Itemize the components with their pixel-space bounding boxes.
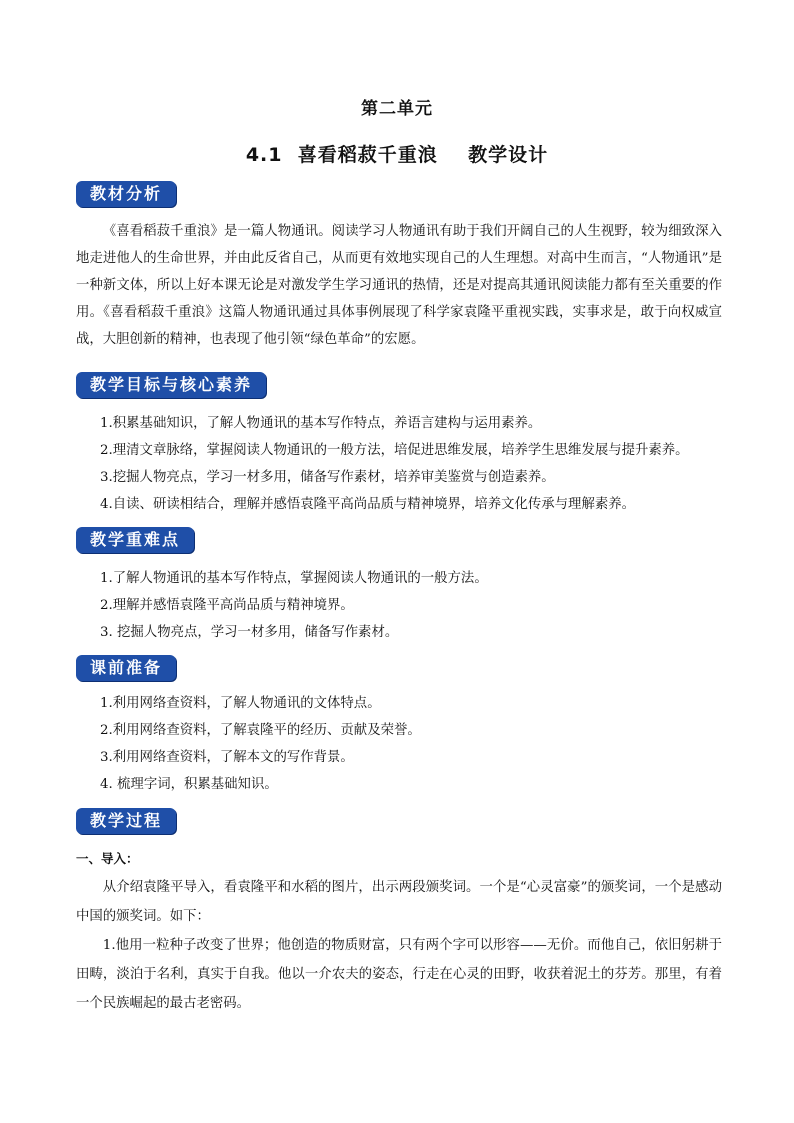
list-item: 3. 挖掘人物亮点，学习一材多用，储备写作素材。	[100, 625, 399, 640]
document-title: 4.1 喜看稻菽千重浪 教学设计	[245, 144, 549, 166]
intro-paragraph: 从介绍袁隆平导入，看袁隆平和水稻的图片，出示两段颁奖词。一个是“心灵富豪”的颁奖词，一个是感动中国的颁奖词。如下：	[76, 880, 722, 924]
goals-list	[100, 410, 730, 518]
step-heading-intro: 一、导入：	[76, 851, 139, 866]
list-item: 3.利用网络查资料，了解本文的写作背景。	[100, 750, 354, 765]
award-quote-1: 1.他用一粒种子改变了世界；他创造的物质财富，只有两个字可以形容——无价。而他自己，依旧躬耕于田畴，淡泊于名利，真实于自我。他以一介农夫的姿态，行走在心灵的田野，收获着泥土的芬芳。那里，有着一个民族崛起的最古老密码。	[76, 938, 722, 1011]
section-label-prep: 课前准备	[76, 655, 176, 681]
list-item: 4. 梳理字词，积累基础知识。	[100, 777, 278, 792]
keypoints-list	[100, 565, 730, 646]
list-item: 1.了解人物通讯的基本写作特点，掌握阅读人物通讯的一般方法。	[100, 571, 488, 586]
prep-list	[100, 690, 730, 798]
unit-title: 第二单元	[361, 99, 433, 119]
section-label-goals: 教学目标与核心素养	[76, 372, 266, 398]
list-item: 4.自读、研读相结合，理解并感悟袁隆平高尚品质与精神境界，培养文化传承与理解素养。	[100, 497, 636, 512]
list-item: 1.利用网络查资料，了解人物通讯的文体特点。	[100, 696, 381, 711]
list-item: 1.积累基础知识，了解人物通讯的基本写作特点，养语言建构与运用素养。	[100, 416, 542, 431]
section-label-analysis: 教材分析	[76, 181, 176, 207]
analysis-paragraph: 《喜看稻菽千重浪》是一篇人物通讯。阅读学习人物通讯有助于我们开阔自己的人生视野，较为细致深入地走进他人的生命世界，并由此反省自己，从而更有效地实现自己的人生理想。对高中生而言，“人物通讯”是一种新文体，所以上好本课无论是对激发学生学习通讯的热情，还是对提高其通讯阅读能力都有至关重要的作用。《喜看稻菽千重浪》这篇人物通讯通过具体事例展现了科学家袁隆平重视实践，实事求是，敢于向权威宣战，大胆创新的精神，也表现了他引领“绿色革命”的宏愿。	[76, 224, 722, 347]
section-label-keypoints: 教学重难点	[76, 527, 194, 553]
list-item: 3.挖掘人物亮点，学习一材多用，储备写作素材，培养审美鉴赏与创造素养。	[100, 470, 555, 485]
list-item: 2.利用网络查资料，了解袁隆平的经历、贡献及荣誉。	[100, 723, 421, 738]
list-item: 2.理清文章脉络，掌握阅读人物通讯的一般方法，培促进思维发展，培养学生思维发展与提升素养。	[100, 443, 689, 458]
list-item: 2.理解并感悟袁隆平高尚品质与精神境界。	[100, 598, 354, 613]
section-label-process: 教学过程	[76, 808, 176, 834]
